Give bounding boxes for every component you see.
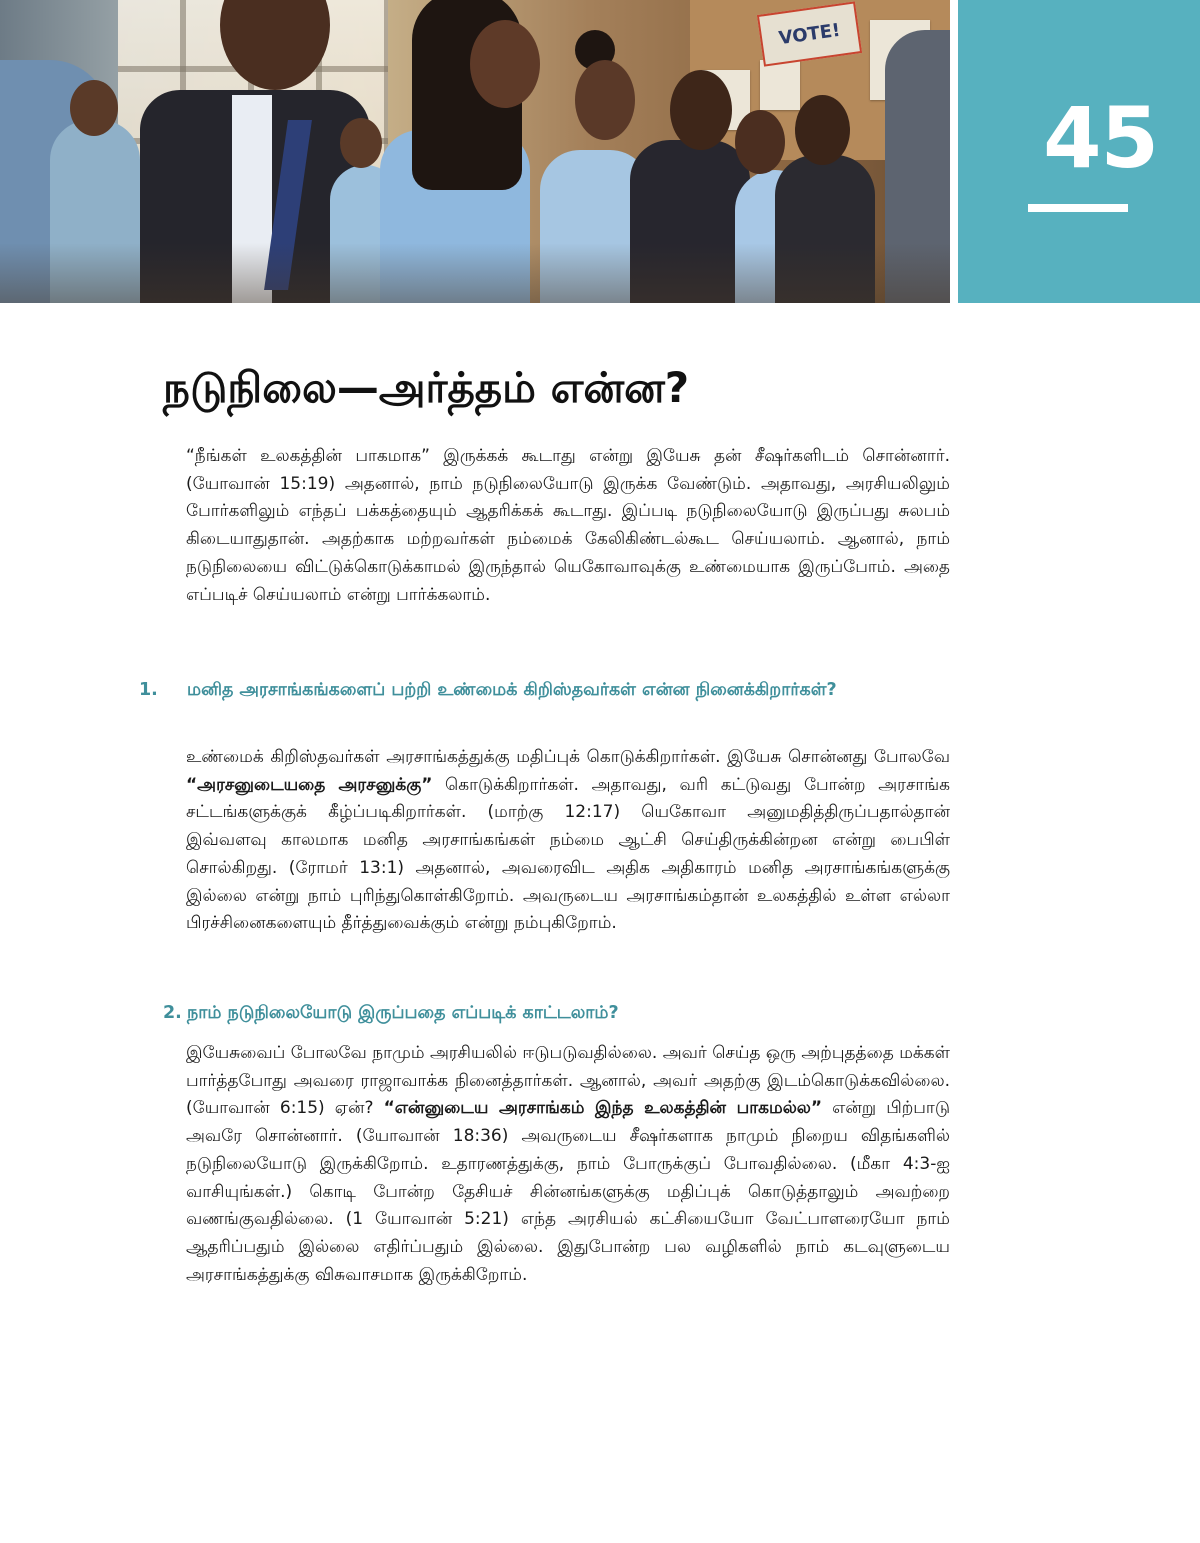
answer-2	[186, 1040, 950, 1289]
lesson-title: நடுநிலை—அர்த்தம் என்ன?	[163, 363, 690, 412]
question-2	[163, 1000, 883, 1028]
answer-text: என்று பிற்பாடு அவரே சொன்னார். (யோவான் 18:36) அவருடைய சீஷர்களாக நாமும் நிறைய விதங்களில் நடுநிலையோடு இருக்கிறோம். உதாரணத்துக்கு, நாம் போருக்குப் போவதில்லை. (மீகா 4:3-ஐ வாசியுங்கள்.) கொடி போன்ற தேசியச் சின்னங்களுக்கு மதிப்புக் கொடுத்தாலும் அவற்றை வணங்குவதில்லை. (1 யோவான் 5:21) எந்த அரசியல் கட்சியையோ வேட்பாளரையோ நாம் ஆதரிப்பதும் இல்லை எதிர்ப்பதும் இல்லை. இதுபோன்ற பல வழிகளில் நாம் கடவுளுடைய அரசாங்கத்துக்கு விசுவாசமாக இருக்கிறோம்.	[186, 1098, 950, 1285]
answer-1	[186, 744, 950, 938]
answer-quote: “என்னுடைய அரசாங்கம் இந்த உலகத்தின் பாகமல்ல”	[383, 1098, 823, 1119]
answer-text: இயேசுவைப் போலவே நாமும் அரசியலில் ஈடுபடுவதில்லை. அவர் செய்த ஒரு அற்புதத்தை மக்கள் பார்த்தபோது அவரை ராஜாவாக்க நினைத்தார்கள். ஆனால், அவர் அதற்கு இடம்கொடுக்கவில்லை. (யோவான் 6:15) ஏன்?	[186, 1043, 950, 1119]
question-number: 2.	[163, 1003, 182, 1023]
answer-text: உண்மைக் கிறிஸ்தவர்கள் அரசாங்கத்துக்கு மதிப்புக் கொடுக்கிறார்கள். இயேசு சொன்னது போலவே	[186, 747, 950, 767]
answer-quote: “அரசனுடையதை அரசனுக்கு”	[186, 774, 433, 795]
chapter-number: 45	[1043, 89, 1158, 187]
question-number: 1.	[139, 680, 158, 700]
vote-poster-text: VOTE!	[777, 19, 842, 49]
question-text: மனித அரசாங்கங்களைப் பற்றி உண்மைக் கிறிஸ்தவர்கள் என்ன நினைக்கிறார்கள்?	[187, 680, 837, 700]
intro-paragraph: “நீங்கள் உலகத்தின் பாகமாக” இருக்கக் கூடாது என்று இயேசு தன் சீஷர்களிடம் சொன்னார். (யோவான் 15:19) அதனால், நாம் நடுநிலையோடு இருக்க வேண்டும். அதாவது, அரசியலிலும் போர்களிலும் எந்தப் பக்கத்தையும் ஆதரிக்கக் கூடாது. இப்படி நடுநிலையோடு இருப்பது சுலபம் கிடையாதுதான். அதற்காக மற்றவர்கள் நம்மைக் கேலிகிண்டல்கூட செய்யலாம். ஆனால், நாம் நடுநிலையை விட்டுக்கொடுக்காமல் இருந்தால் யெகோவாவுக்கு உண்மையாக இருப்போம். அதை எப்படிச் செய்யலாம் என்று பார்க்கலாம்.	[186, 446, 950, 605]
hero-photo	[0, 0, 950, 303]
question-text: நாம் நடுநிலையோடு இருப்பதை எப்படிக் காட்டலாம்?	[187, 1003, 619, 1023]
chapter-tab	[958, 0, 1200, 303]
answer-text: கொடுக்கிறார்கள். அதாவது, வரி கட்டுவது போன்ற அரசாங்க சட்டங்களுக்குக் கீழ்ப்படிகிறார்கள். (மாற்கு 12:17) யெகோவா அனுமதித்திருப்பதால்தான் இவ்வளவு காலமாக மனித அரசாங்கங்கள் நம்மை ஆட்சி செய்திருக்கின்றன என்று பைபிள் சொல்கிறது. (ரோமர் 13:1) அதனால், அவரைவிட அதிக அதிகாரம் மனித அரசாங்கங்களுக்கு இல்லை என்று நாம் புரிந்துகொள்கிறோம். அவருடைய அரசாங்கம்தான் உலகத்தில் உள்ள எல்லா பிரச்சினைகளையும் தீர்த்துவைக்கும் என்று நம்புகிறோம்.	[186, 774, 951, 934]
question-1	[139, 677, 907, 705]
chapter-underline	[1028, 204, 1128, 212]
